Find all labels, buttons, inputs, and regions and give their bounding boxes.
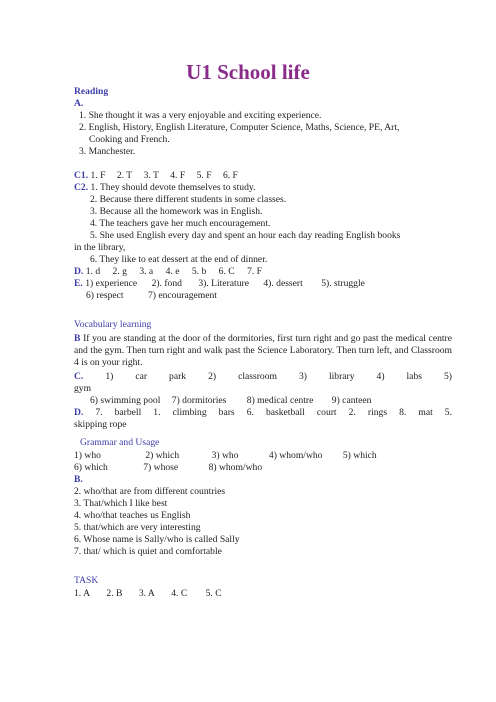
answer: 2. rings [348, 407, 388, 418]
answer: 6) respect [86, 290, 124, 301]
answer: 6. basketball court [246, 407, 337, 418]
vocab-d-row [74, 407, 452, 419]
reading-c2-item: 5. She used English every day and spent an hour each day reading English books [90, 230, 401, 241]
answer: 6) swimming pool [90, 395, 161, 406]
answer: 8) whom/who [208, 462, 263, 473]
reading-c2-item: 4. The teachers gave her much encouragement. [90, 218, 271, 229]
answer: 3) library [298, 371, 355, 382]
vocab-c-row2 [90, 395, 371, 407]
answer: 7) encouragement [147, 290, 217, 301]
reading-heading: Reading [74, 86, 109, 97]
grammar-b-item: 5. that/which are very interesting [74, 522, 201, 533]
reading-c2-item: 1. They should devote themselves to study. [90, 182, 256, 193]
vocab-heading: Vocabulary learning [74, 319, 152, 330]
grammar-b-item: 7. that/ which is quiet and comfortable [74, 546, 222, 557]
vocab-c-label: C. [74, 371, 84, 382]
reading-a-item: 2. English, History, English Literature, Computer Science, Maths, Science, PE, Art, [79, 122, 400, 133]
grammar-a-row1 [74, 450, 377, 462]
answer: 2. B [106, 588, 123, 599]
answer: 1) who [74, 450, 101, 461]
grammar-b-item: 6. Whose name is Sally/who is called Sally [74, 534, 240, 545]
answer: 2) which [145, 450, 180, 461]
answer: 3. T [143, 170, 159, 181]
answer: gym [74, 383, 92, 394]
answer: 5. C [205, 588, 222, 599]
answer: 4). dessert [263, 278, 303, 289]
answer: 3) who [211, 450, 239, 461]
vocab-b-label: B [74, 333, 81, 344]
grammar-b-item: 4. who/that teaches us English [74, 510, 191, 521]
reading-c2-row [74, 182, 255, 194]
answer: 2. T [116, 170, 133, 181]
grammar-b-label: B. [74, 474, 83, 485]
grammar-heading: Grammar and Usage [80, 437, 160, 448]
reading-a-item: 1. She thought it was a very enjoyable and exciting experience. [79, 110, 322, 121]
answer: 3). Literature [198, 278, 249, 289]
vocab-b-paragraph [74, 333, 452, 369]
answer: 1. F [90, 170, 106, 181]
reading-c2-label: C2. [74, 182, 89, 193]
reading-c2-item: 3. Because all the homework was in English. [90, 206, 263, 217]
reading-d-label: D. [74, 266, 84, 277]
page-title: U1 School life [186, 60, 310, 84]
answer: 5). struggle [321, 278, 365, 289]
answer: 1) car park [105, 371, 187, 382]
vocab-c-row [74, 371, 452, 383]
answer: 1. A [74, 588, 90, 599]
answer: 5. F [196, 170, 212, 181]
task-heading: TASK [74, 575, 99, 586]
answer: 5. [444, 407, 452, 418]
answer: 6. C [218, 266, 235, 277]
task-answers-row [74, 588, 222, 600]
reading-e-row [74, 278, 365, 290]
answer: 5. b [191, 266, 207, 277]
reading-a-label: A. [74, 98, 84, 109]
reading-a-item: 3. Manchester. [79, 146, 136, 157]
reading-d-row [74, 266, 262, 278]
answer: 8. mat [399, 407, 433, 418]
answer: 4. C [171, 588, 188, 599]
answer: 5) which [342, 450, 377, 461]
answer: 7. F [247, 266, 262, 277]
grammar-b-item: 2. who/that are from different countries [74, 486, 226, 497]
answer: 8) medical centre [246, 395, 314, 406]
grammar-a-row2 [74, 462, 262, 474]
reading-c2-item: 6. They like to eat dessert at the end of dinner. [90, 254, 268, 265]
answer: skipping rope [74, 419, 127, 430]
answer: 3. a [139, 266, 154, 277]
grammar-b-item: 3. That/which I like best [74, 498, 168, 509]
answer: 1. d [85, 266, 101, 277]
answer: 2. g [112, 266, 127, 277]
answer: 1) experience [85, 278, 138, 289]
answer: 5) [443, 371, 452, 382]
reading-c2-item: in the library, [74, 242, 126, 253]
answer: 2). fond [151, 278, 182, 289]
answer: 1. climbing bars [153, 407, 235, 418]
vocab-b-text: If you are standing at the door of the dormitories, first turn right and go past the medical centre and the gym. Then turn right and walk past the Science Laboratory. Then turn left, and Classroom 4 is on your right. [74, 333, 452, 368]
answer: 4. F [170, 170, 186, 181]
answer: 2) classroom [208, 371, 277, 382]
reading-c2-item: 2. Because there different students in some classes. [90, 194, 287, 205]
reading-a-item: Cooking and French. [89, 134, 170, 145]
reading-c1-label: C1. [74, 170, 89, 181]
vocab-d-label: D. [74, 407, 84, 418]
answer: 4) whom/who [268, 450, 323, 461]
reading-e-row2 [86, 290, 217, 302]
answer: 4) labs [376, 371, 422, 382]
reading-c1-row [74, 170, 238, 182]
answer: 9) canteen [331, 395, 372, 406]
answer: 6) which [74, 462, 108, 473]
answer: 7) whose [143, 462, 179, 473]
answer: 3. A [138, 588, 155, 599]
answer: 7) dormitories [171, 395, 227, 406]
answer: 6. F [222, 170, 238, 181]
answer: 7. barbell [95, 407, 142, 418]
reading-e-label: E. [74, 278, 83, 289]
answer: 4. e [165, 266, 180, 277]
